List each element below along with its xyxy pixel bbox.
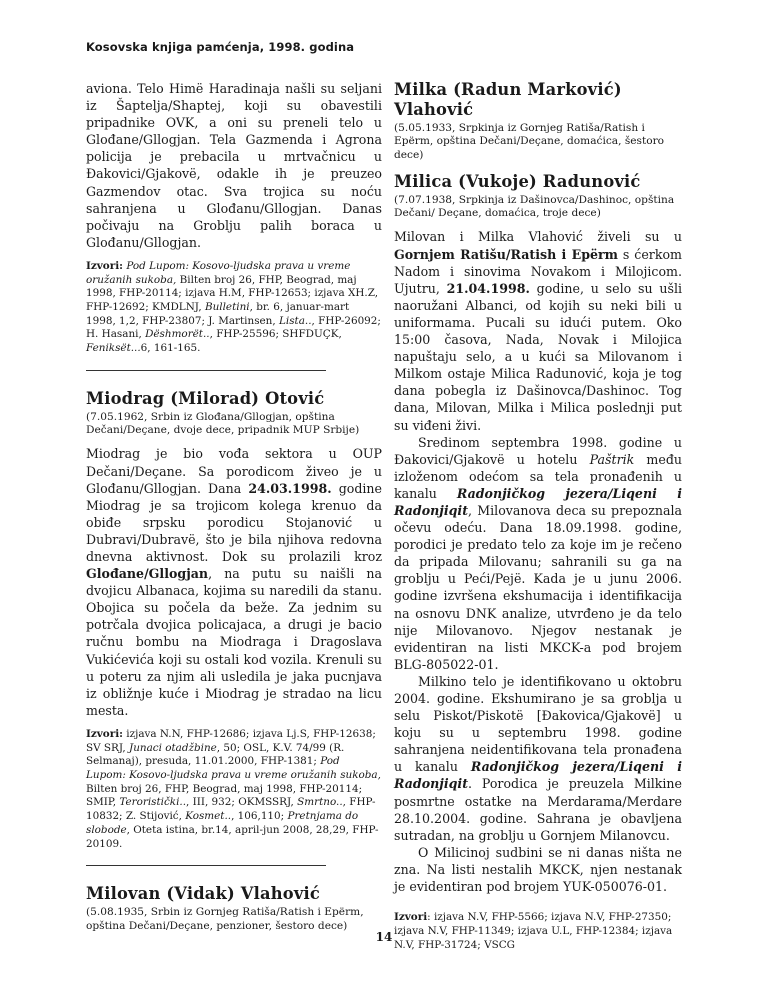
source-title: Bulletini xyxy=(204,301,250,314)
source-text: , Oteta istina, br.14, april-jun 2008, 28,29, FHP-20109. xyxy=(86,823,379,850)
hotel-name: Paštrik xyxy=(589,451,635,467)
victim-details: (5.08.1935, Srbin iz Gornjeg Ratiša/Ratish i Epërm, opština Dečani/Deçane, penzioner, šestoro dece) xyxy=(86,906,364,932)
source-text: Bilten broj 26, FHP, Beograd, maj 1998, FHP-20114; SMIP, xyxy=(86,782,363,809)
victim-name: Milica (Vukoje) Radunović xyxy=(394,171,641,191)
victim-details: (5.05.1933, Srpkinja iz Gornjeg Ratiša/Ratish i Epërm, opština Dečani/Deçane, domaćica, šestoro dece) xyxy=(394,122,665,161)
source-text: , FHP-25596; SHFDUÇK, xyxy=(209,328,342,341)
narrative-paragraph xyxy=(394,434,682,673)
source-title: Smrtno.. xyxy=(297,796,343,809)
source-title: Pretnjama do slobode xyxy=(86,810,359,836)
source-text: 6, 161-165. xyxy=(140,342,201,355)
text-run: s ćerkom Nadom i sinovima Novakom i Milojicom. Ujutru, xyxy=(394,246,682,296)
sources-label: Izvori: xyxy=(86,259,123,272)
running-header: Kosovska knjiga pamćenja, 1998. godina xyxy=(86,40,355,54)
source-title: Pod Lupom: Kosovo-ljudska prava u vreme oružanih sukoba, xyxy=(86,755,381,782)
text-run: , na putu su naišli na dvojicu Albanaca, kojima su naredili da stanu. Obojica su počela da beže. Za jednim su potrčala dvojica policajaca, a drugi je bacio ručnu bombu na Miodraga i Dragoslava Vukićevića koji su ostali kod vozila. Krenuli su u poteru za njim ali usledila je jaka pucnjava iz obližnje kuće i Miodrag je stradao na licu mesta. xyxy=(86,566,382,718)
source-title: Junaci otadžbine xyxy=(129,741,217,754)
source-text: , br. 6, januar-mart 1998, 1,2, FHP-23807; J. Martinsen, xyxy=(86,301,350,327)
divider xyxy=(86,865,326,866)
text-run: Miodrag je bio vođa sektora u OUP Dečani/Deçane. Sa porodicom živeo je u Glođanu/Gllogjan. Dana xyxy=(86,446,382,496)
date-bold: 21.04.1998. xyxy=(446,280,530,296)
text-run: godine Miodrag je sa trojicom kolega krenuo da obiđe srpsku porodicu Stojanović u Dubravi/Dubravë, što je bila njihova redovna dnevna aktivnost. Dok su prolazili kroz xyxy=(86,480,382,565)
source-title: Feniksët... xyxy=(86,342,141,355)
left-column xyxy=(86,80,382,941)
source-title: Lista.. xyxy=(278,314,312,327)
victim-details: (7.05.1962, Srbin iz Glođana/Gllogjan, opština Dečani/Deçane, dvoje dece, pripadnik MUP Srbije) xyxy=(86,410,360,437)
source-text: , 50; OSL, K.V. 74/99 (R. Selmanaj), presuda, 11.01.2000, FHP-1381; xyxy=(86,741,345,768)
source-text: : izjava N.V, FHP-5566; izjava N.V, FHP-27350; izjava N.V, FHP-11349; izjava U.L, FHP-12384; izjava N.V, FHP-31724; VSCG xyxy=(394,911,673,951)
place-bold: Glođane/Gllogjan xyxy=(86,566,209,582)
victim-name: Miodrag (Milorad) Otović xyxy=(86,388,325,408)
sources-block xyxy=(86,728,382,851)
source-text: , III, 932; OKMSSRJ, xyxy=(186,796,298,809)
text-run: godine, u selo su ušli naoružani Albanci, od kojih su neki bili u uniformama. Pucali su idući putem. Oko 15:00 časova, Nada, Novak i Milojica napuštaju selo, a u kući sa Milovanom i Milkom ostaje Milica Radunović, koja je tog dana pobegla iz Dašinovca/Dashinoc. Tog dana, Milovan, Milka i Milica poslednji put su viđeni živi. xyxy=(394,280,683,433)
sources-label: Izvori: xyxy=(86,727,123,740)
place-bold-italic: Radonjičkog jezera/Liqeni i Radonjiqit xyxy=(394,485,682,518)
victim-name: Milka (Radun Marković) Vlahović xyxy=(394,80,622,119)
source-title: Dëshmorët.. xyxy=(145,328,210,341)
place-bold-italic: Radonjičkog jezera/Liqeni i Radonjiqit xyxy=(394,759,682,792)
sources-block xyxy=(86,260,382,356)
date-bold: 24.03.1998. xyxy=(248,480,332,496)
text-run: Milovan i Milka Vlahović živeli su u xyxy=(394,229,682,245)
text-run: Milkino telo je identifikovano u oktobru 2004. godine. Ekshumirano je sa groblja u selu Piskot/Piskotë [Đakovica/Gjakovë] u koju su u septembru 1998. godine sahranjena neidentifikovana tela pronađena u kanalu xyxy=(394,673,682,775)
right-column xyxy=(394,80,682,952)
place-bold: Gornjem Ratišu/Ratish i Epërm xyxy=(394,246,619,262)
narrative-paragraph xyxy=(394,228,682,433)
source-title: Kosmet.. xyxy=(185,810,232,823)
divider xyxy=(86,370,326,371)
victim-entry xyxy=(394,172,682,221)
text-run: . Porodica je preuzela Milkine posmrtne ostatke na Merdarama/Merdare 28.10.2004. godine. Sahrana je obavljena sutradan, na groblju u Gornjem Milanovcu. xyxy=(394,776,682,843)
source-text: , FHP-26092; H. Hasani, xyxy=(86,314,381,341)
victim-details: (7.07.1938, Srpkinja iz Dašinovca/Dashinoc, opština Dečani/ Deçane, domaćica, troje dece) xyxy=(394,193,675,220)
victim-name: Milovan (Vidak) Vlahović xyxy=(86,884,321,904)
source-text: , FHP-10832; Z. Stijović, xyxy=(86,796,376,823)
source-text: izjava N.N, FHP-12686; izjava Lj.S, FHP-12638; SV SRJ, xyxy=(86,727,376,754)
sources-label: Izvori xyxy=(394,911,428,924)
text-run: , Milovanova deca su prepoznala očevu odeću. Dana 18.09.1998. godine, porodici je predato telo za koje im je rečeno da pripada Milovanu; sahranili su ga na groblju u Peći/Pejë. Kada je u junu 2006. godine izvršena ekshumacija i identifikacija na osnovu DNK analize, utvrđeno je da telo nije Milovanovo. Njegov nestanak je evidentiran na listi MKCK-a pod brojem BLG-805022-01. xyxy=(394,502,682,672)
page-number: 14 xyxy=(375,930,393,944)
text-run: među izloženom odećom sa tela pronađenih u kanalu xyxy=(394,451,683,501)
source-title: Pod Lupom: Kosovo-ljudska prava u vreme oružanih sukoba, xyxy=(86,259,351,286)
text-run: Sredinom septembra 1998. godine u Đakovici/Gjakovë u hotelu xyxy=(394,434,682,467)
source-title: Teroristički.. xyxy=(119,796,187,809)
victim-entry xyxy=(394,80,682,162)
source-text: , 106,110; xyxy=(231,810,288,823)
source-text: Bilten broj 26, FHP, Beograd, maj 1998, FHP-20114; izjava H.M, FHP-12653; izjava XH.Z, FHP-12692; KMDLNJ, xyxy=(86,273,379,314)
victim-narrative xyxy=(86,445,382,719)
narrative-paragraph: O Milicinoj sudbini se ni danas ništa ne zna. Na listi nestalih MKCK, njen nestanak je evidentiran pod brojem YUK-050076-01. xyxy=(394,844,682,895)
narrative-paragraph xyxy=(394,673,682,844)
continuation-paragraph: aviona. Telo Himë Haradinaja našli su seljani iz Šaptelja/Shaptej, koji su obavestili pripadnike OVK, a oni su preneli telo u Glođane/Gllogjan. Tela Gazmenda i Agrona policija je prebacila u mrtvačnicu u Đakovici/Gjakovë, odakle ih je preuzeo Gazmendov otac. Sva trojica su noću sahranjena u Glođanu/Gllogjan. Danas počivaju na Groblju palih boraca u Glođanu/Gllogjan. xyxy=(86,81,382,250)
